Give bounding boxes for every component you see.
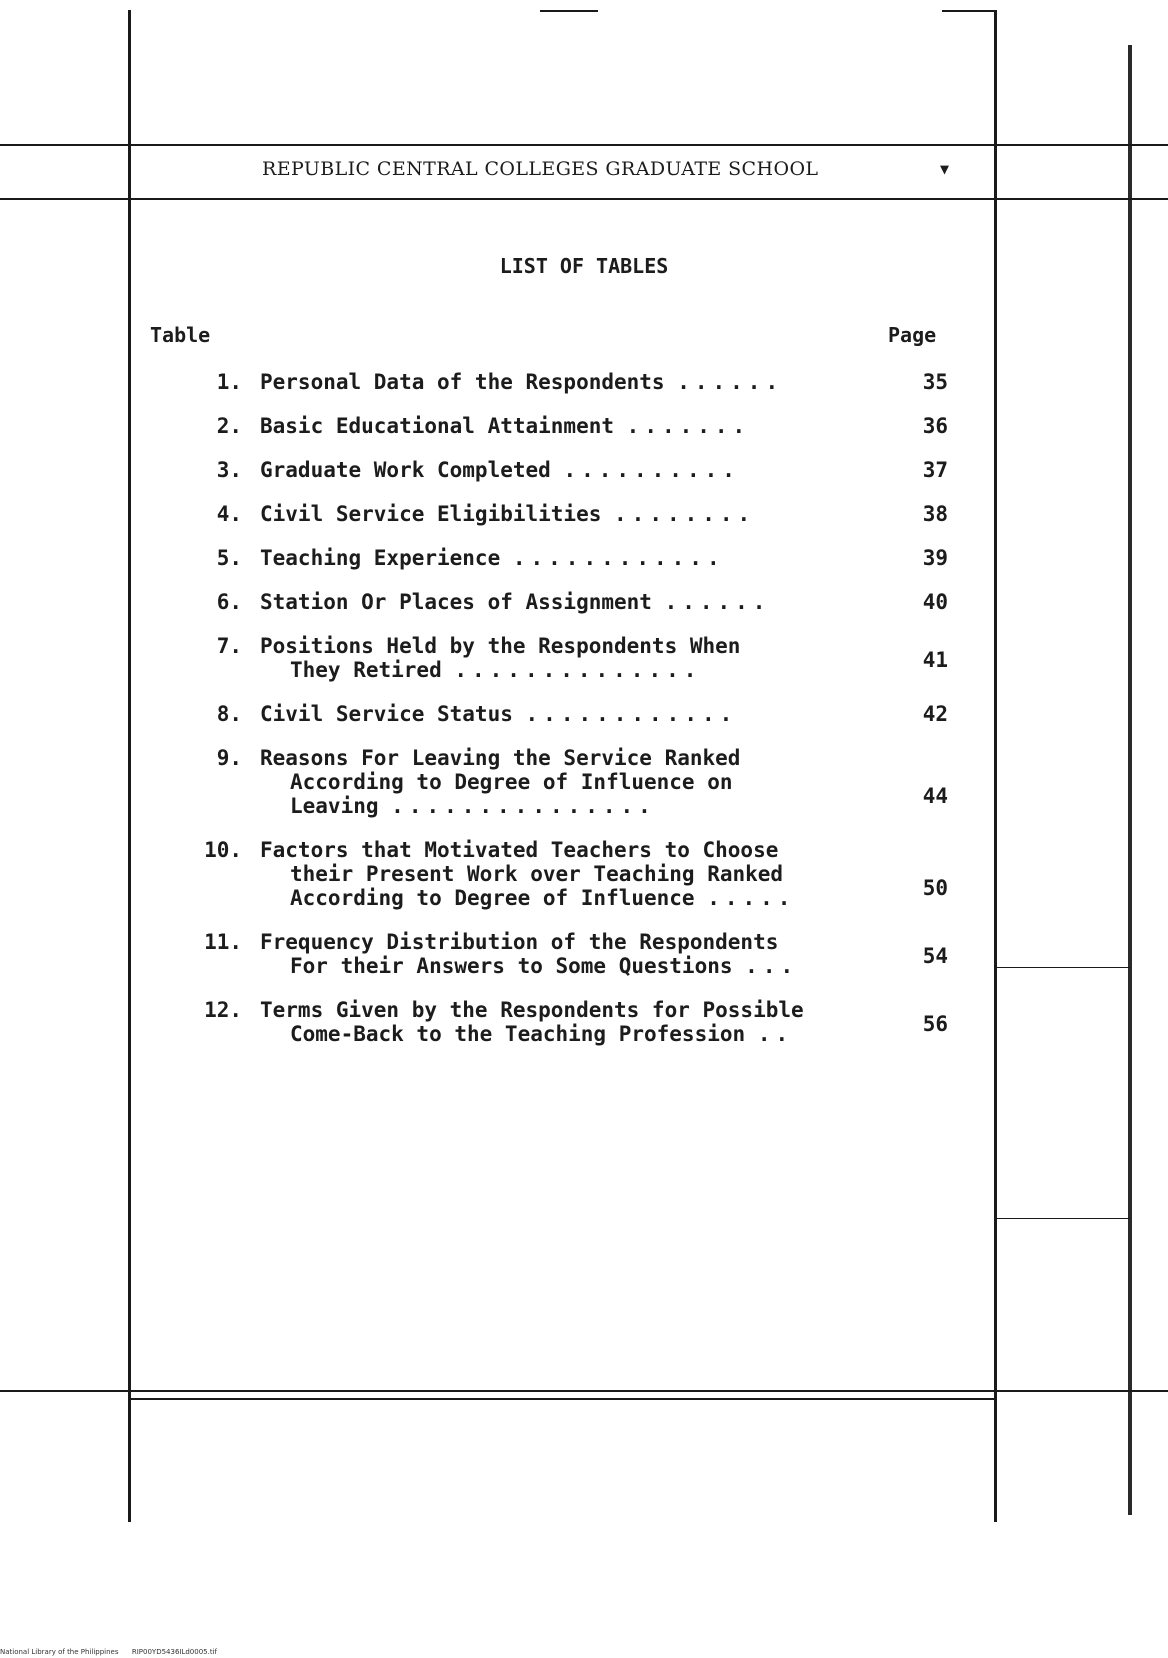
header-rule-bottom [0, 198, 1168, 200]
entry-title-line [260, 838, 860, 862]
entry-number: 8. [216, 702, 242, 726]
entry-title-line [260, 502, 860, 526]
entry-page-number: 35 [922, 370, 948, 394]
entry-leader-dots: ............... [391, 794, 656, 818]
entry-number: 7. [216, 634, 242, 658]
entry-title-line [260, 1022, 860, 1046]
entry-title [260, 502, 860, 526]
entry-leader-dots: .. [757, 1022, 794, 1046]
entry-page-number: 56 [922, 1012, 948, 1036]
entry-title-line [260, 770, 860, 794]
entry-title-text: Civil Service Eligibilities [260, 502, 602, 526]
entry-title [260, 702, 860, 726]
entry-title-line [260, 658, 860, 682]
table-list-entry [150, 930, 950, 978]
entry-number: 2. [216, 414, 242, 438]
entry-title-line [260, 458, 860, 482]
page-title: LIST OF TABLES [499, 254, 669, 278]
entry-leader-dots: ...... [677, 370, 784, 394]
entry-title [260, 838, 860, 910]
entry-title-line [260, 886, 860, 910]
entry-title-line [260, 998, 860, 1022]
entry-number: 4. [216, 502, 242, 526]
table-list-entry [150, 414, 950, 438]
entry-title-text: According to Degree of Influence on [290, 770, 733, 794]
entry-title-text: Civil Service Status [260, 702, 513, 726]
entry-number: 5. [216, 546, 242, 570]
entry-title-line [260, 370, 860, 394]
entry-title-line [260, 794, 860, 818]
table-list-entry [150, 838, 950, 910]
entry-number: 11. [204, 930, 242, 954]
entry-leader-dots: ...... [664, 590, 771, 614]
entry-leader-dots: ............ [512, 546, 725, 570]
table-list-entry [150, 590, 950, 614]
entry-title [260, 998, 860, 1046]
entry-number: 3. [216, 458, 242, 482]
entry-title [260, 458, 860, 482]
entry-title-text: Leaving [290, 794, 379, 818]
entry-title-line [260, 414, 860, 438]
table-list-entry [150, 998, 950, 1046]
entry-title-text: Positions Held by the Respondents When [260, 634, 741, 658]
table-list [150, 370, 950, 1066]
frame-right-border [994, 10, 997, 1522]
entry-title-text: Graduate Work Completed [260, 458, 551, 482]
entry-number: 9. [216, 746, 242, 770]
table-list-entry [150, 458, 950, 482]
entry-title-text: Factors that Motivated Teachers to Choose [260, 838, 779, 862]
entry-title-text: Basic Educational Attainment [260, 414, 615, 438]
entry-title-text: Station Or Places of Assignment [260, 590, 652, 614]
entry-page-number: 44 [922, 784, 948, 808]
entry-leader-dots: .......... [563, 458, 740, 482]
entry-title [260, 930, 860, 978]
column-header-page: Page [888, 323, 937, 347]
footer-rule-inner [128, 1398, 996, 1400]
top-tick-mark [540, 10, 598, 12]
entry-number: 6. [216, 590, 242, 614]
entry-title [260, 590, 860, 614]
entry-page-number: 39 [922, 546, 948, 570]
header-mark-icon: ▼ [940, 160, 950, 178]
footer-rule-outer [0, 1390, 1168, 1392]
table-list-entry [150, 634, 950, 682]
entry-title-text: Reasons For Leaving the Service Ranked [260, 746, 741, 770]
entry-leader-dots: ... [745, 954, 799, 978]
entry-leader-dots: .............. [454, 658, 702, 682]
entry-title-text: They Retired [290, 658, 442, 682]
entry-title-line [260, 930, 860, 954]
entry-page-number: 40 [922, 590, 948, 614]
entry-title-text: Terms Given by the Respondents for Possible [260, 998, 804, 1022]
entry-title [260, 746, 860, 818]
entry-title-line [260, 546, 860, 570]
footer-library: National Library of the Philippines [0, 1648, 119, 1656]
entry-title-text: Personal Data of the Respondents [260, 370, 665, 394]
entry-page-number: 38 [922, 502, 948, 526]
frame-left-border [128, 10, 131, 1522]
margin-rule-2 [996, 1218, 1130, 1219]
entry-page-number: 42 [922, 702, 948, 726]
entry-title-text: Teaching Experience [260, 546, 501, 570]
margin-rule-1 [996, 967, 1130, 968]
entry-title [260, 414, 860, 438]
top-right-tick-mark [942, 10, 994, 12]
entry-title-line [260, 746, 860, 770]
entry-leader-dots: ....... [626, 414, 751, 438]
entry-leader-dots: ..... [707, 886, 796, 910]
entry-leader-dots: ............ [525, 702, 738, 726]
table-list-entry [150, 370, 950, 394]
entry-number: 1. [216, 370, 242, 394]
entry-number: 12. [204, 998, 242, 1022]
entry-page-number: 36 [922, 414, 948, 438]
entry-title-text: their Present Work over Teaching Ranked [290, 862, 784, 886]
entry-leader-dots: ........ [614, 502, 756, 526]
column-header-table: Table [150, 323, 211, 347]
footer-file-id: RIP00YD5436ILd0005.tif [131, 1648, 217, 1656]
table-list-entry [150, 702, 950, 726]
entry-title-line [260, 702, 860, 726]
header-rule-top [0, 144, 1168, 146]
entry-title [260, 634, 860, 682]
entry-title [260, 370, 860, 394]
entry-page-number: 37 [922, 458, 948, 482]
entry-title-line [260, 954, 860, 978]
table-list-entry [150, 546, 950, 570]
entry-title-text: Come-Back to the Teaching Profession [290, 1022, 746, 1046]
entry-title-text: According to Degree of Influence [290, 886, 695, 910]
school-header: REPUBLIC CENTRAL COLLEGES GRADUATE SCHOOL [262, 158, 819, 180]
table-list-entry [150, 502, 950, 526]
entry-number: 10. [204, 838, 242, 862]
entry-page-number: 41 [922, 648, 948, 672]
entry-title-text: Frequency Distribution of the Respondents [260, 930, 779, 954]
entry-page-number: 50 [922, 876, 948, 900]
table-list-entry [150, 746, 950, 818]
entry-title-line [260, 634, 860, 658]
entry-title-line [260, 862, 860, 886]
entry-title-line [260, 590, 860, 614]
entry-title [260, 546, 860, 570]
entry-title-text: For their Answers to Some Questions [290, 954, 733, 978]
scan-footer [0, 1648, 217, 1656]
entry-page-number: 54 [922, 944, 948, 968]
